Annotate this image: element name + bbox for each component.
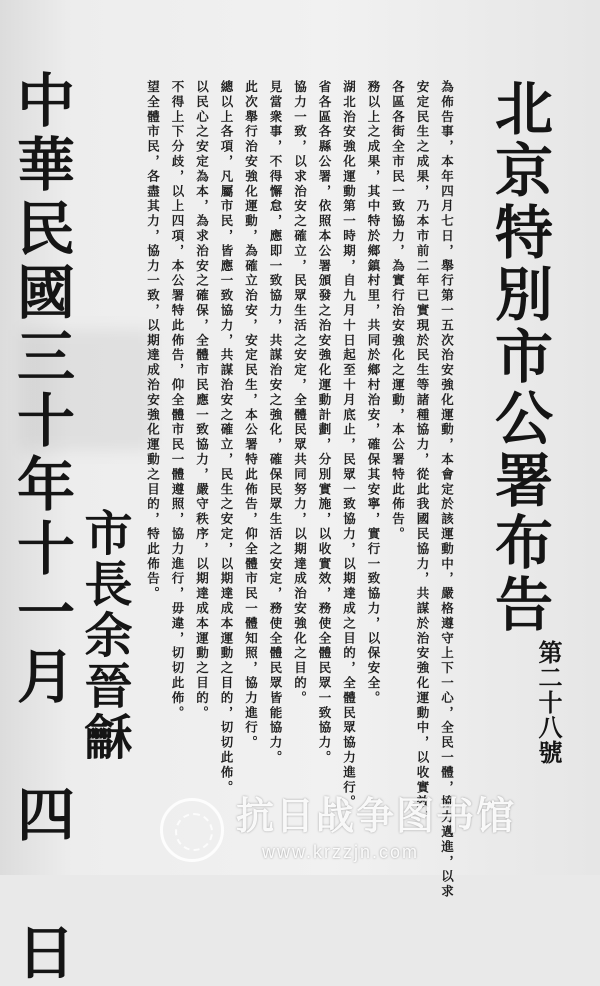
body-column: 務以上之成果，其中特於鄉鎮村里，共同於鄉村治安，確保其安寧，實行一致協力，以保安全。 [366,80,381,706]
body-column: 協力一致，以求治安之確立，民眾生活之安定，全體民眾共同努力，以期達成治安強化之目的。 [292,80,308,706]
body-column: 望全體市民，各盡其力，協力一致，以期達成治安強化運動之目的，特此佈告。 [145,80,161,602]
notice-title: 北京特別市公署布告 [485,78,553,636]
body-column: 不得上下分歧，以上四項，本公署特此佈告，仰全體市民一體遵照，協力進行，毋違，切切此佈。 [170,80,185,721]
mayor-signature: 市長余晉龢 [76,508,132,763]
body-column: 省各區各縣公署，依照本公署頒發之治安強化運動計劃，分別實施，以收實效，務使全體民眾一致協力。 [317,80,332,766]
body-column: 湖北治安強化運動第一時期，自九月十日起至十月底止，民眾一致協力，以期達成之目的，全體民眾協力進行。 [341,80,357,811]
body-column: 見當衆事，不得懈怠，應即一致協力，共謀治安之強化，確保民眾生活之安定，務使全體民眾皆能協力。 [268,80,283,766]
body-column: 為佈告事，本年四月七日，舉行第一五次治安強化運動，本會定於該運動中，嚴格遵守上下一心，全民一體，協力邁進，以求 [439,80,455,900]
library-watermark [150,790,590,870]
watermark-text: 抗日战争图书馆 [236,796,517,838]
watermark-url: www.krzzjn.com [262,842,420,862]
body-column: 安定民生之成果，乃本市前二年已實現於民生等諸種協力，從此我國民協力，共謀於治安強化運動中，以收實效， [415,80,430,825]
body-column: 各區各街全市民一致協力，為實行治安強化之運動，本公署特此佈告。 [390,80,406,542]
notice-date: 中華民國三十年十一月 四 日 [7,70,75,986]
body-column: 總以上各項，凡屬市民，皆應一致協力，共謀治安之確立，民生之安定，以期達成本運動之目的，切切此佈。 [219,80,234,796]
body-column: 此次舉行治安強化運動，為確立治安，安定民生，本公署特此佈告，仰全體市民一體知照，協力進行。 [243,80,259,751]
body-column: 以民心之安定為本，為求治安之確保，全體市民應一致協力，嚴守秩序，以期達成本運動之目的。 [194,80,210,721]
seal-icon [160,798,224,862]
notice-number: 第二十八號 [534,640,563,765]
